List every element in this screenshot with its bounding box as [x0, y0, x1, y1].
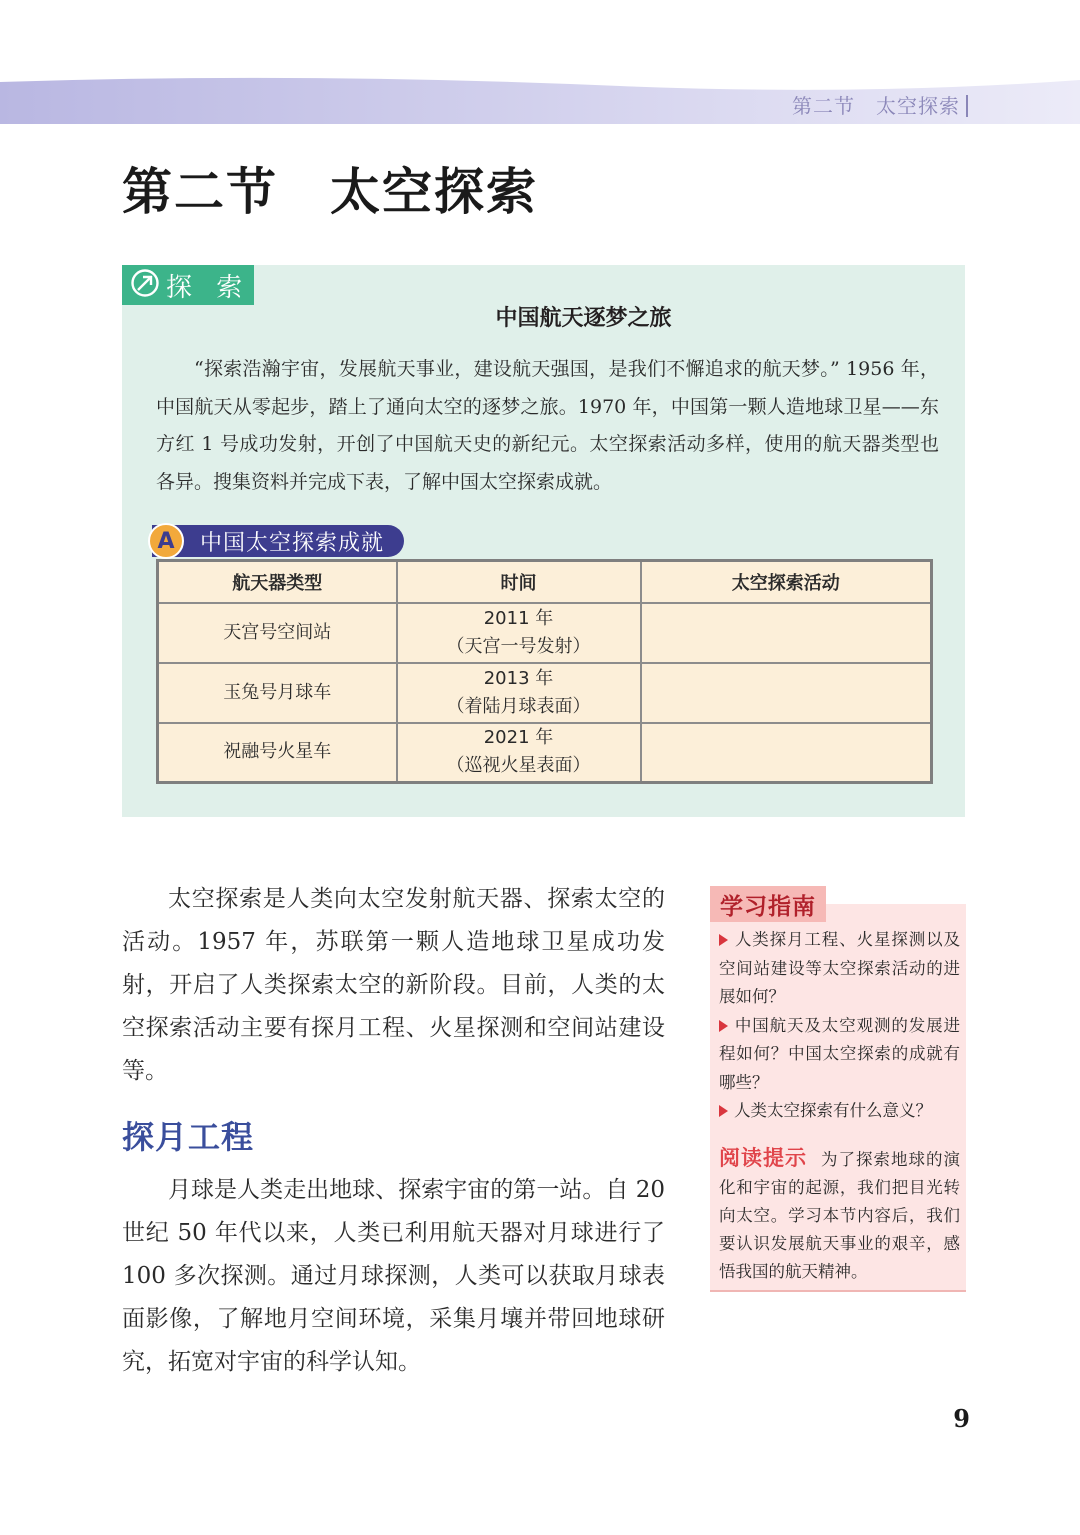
- running-head: [792, 90, 968, 119]
- cell-note: （天宫一号发射）: [446, 635, 591, 657]
- guide-question: 人类探月工程、火星探测以及空间站建设等太空探索活动的进展如何？: [719, 930, 960, 1006]
- intro-paragraph: 太空探索是人类向太空发射航天器、探索太空的活动。1957 年，苏联第一颗人造地球卫星成功发射，开启了人类探索太空的新阶段。目前，人类的太空探索活动主要有探月工程、火星探测和空间站建设等。: [122, 886, 665, 1084]
- study-guide-tag: 学习指南: [710, 886, 826, 922]
- running-head-text: 第二节 太空探索: [792, 94, 960, 118]
- cell-note: （巡视火星表面）: [446, 755, 591, 777]
- table-row: [158, 723, 932, 783]
- triangle-bullet-icon: [719, 934, 728, 946]
- page-title: 第二节 太空探索: [122, 162, 538, 221]
- achievements-table: [156, 559, 933, 784]
- table-row: [158, 603, 932, 663]
- table-badge: A: [148, 523, 184, 559]
- guide-question-list: [719, 926, 960, 1126]
- triangle-bullet-icon: [719, 1105, 728, 1117]
- list-item: [719, 1012, 960, 1098]
- cell-time: [397, 723, 641, 783]
- table-row: [158, 663, 932, 723]
- explore-tag-label: 探 索: [166, 272, 251, 303]
- running-head-divider: [966, 95, 968, 117]
- reading-tip-heading: 阅读提示: [719, 1146, 807, 1170]
- explore-body: “探索浩瀚宇宙，发展航天事业，建设航天强国，是我们不懈追求的航天梦。” 1956 年，中国航天从零起步，踏上了通向太空的逐梦之旅。1970 年，中国第一颗人造地球卫星——东方红 1 号成功发射，开创了中国航天史的新纪元。太空探索活动多样，使用的航天器类型也各异。搜集资料并完成下表，了解中国太空探索成就。: [156, 358, 939, 493]
- explore-box: [122, 265, 965, 817]
- reading-tip: [719, 1144, 960, 1286]
- column-header-time: 时间: [397, 561, 641, 603]
- study-guide-box: [710, 893, 966, 1292]
- guide-question: 中国航天及太空观测的发展进程如何？中国太空探索的成就有哪些？: [719, 1015, 960, 1092]
- guide-question: 人类太空探索有什么意义？: [734, 1101, 932, 1120]
- column-header-type: 航天器类型: [158, 561, 397, 603]
- cell-craft-type: 天宫号空间站: [158, 603, 397, 663]
- reading-tip-text: 为了探索地球的演化和宇宙的起源，我们把目光转向太空。学习本节内容后，我们要认识发展航天事业的艰辛，感悟我国的航天精神。: [719, 1150, 960, 1281]
- cell-year: 2021 年: [483, 727, 554, 749]
- triangle-bullet-icon: [719, 1020, 728, 1032]
- table-caption-text: 中国太空探索成就: [200, 530, 385, 556]
- column-header-activity: 太空探索活动: [641, 561, 932, 603]
- section-heading: 探月工程: [122, 1118, 255, 1156]
- list-item: [719, 1097, 960, 1126]
- cell-craft-type: 祝融号火星车: [158, 723, 397, 783]
- cell-activity-blank[interactable]: [641, 663, 932, 723]
- cell-activity-blank[interactable]: [641, 603, 932, 663]
- table-header-row: [158, 561, 932, 603]
- cell-time: [397, 663, 641, 723]
- compass-arrow-icon: [130, 268, 160, 302]
- cell-year: 2013 年: [483, 667, 554, 689]
- page-number: 9: [953, 1404, 970, 1433]
- cell-note: （着陆月球表面）: [446, 695, 591, 717]
- explore-title: 中国航天逐梦之旅: [495, 306, 672, 331]
- cell-year: 2011 年: [483, 607, 554, 629]
- cell-time: [397, 603, 641, 663]
- cell-craft-type: 玉兔号月球车: [158, 663, 397, 723]
- section-paragraph: 月球是人类走出地球、探索宇宙的第一站。自 20 世纪 50 年代以来，人类已利用航天器对月球进行了 100 多次探测。通过月球探测，人类可以获取月球表面影像，了解地月空间环境，采集月壤并带回地球研究，拓宽对宇宙的科学认知。: [122, 1177, 665, 1375]
- explore-tag: [122, 265, 254, 305]
- list-item: [719, 926, 960, 1012]
- table-caption: [152, 525, 404, 557]
- cell-activity-blank[interactable]: [641, 723, 932, 783]
